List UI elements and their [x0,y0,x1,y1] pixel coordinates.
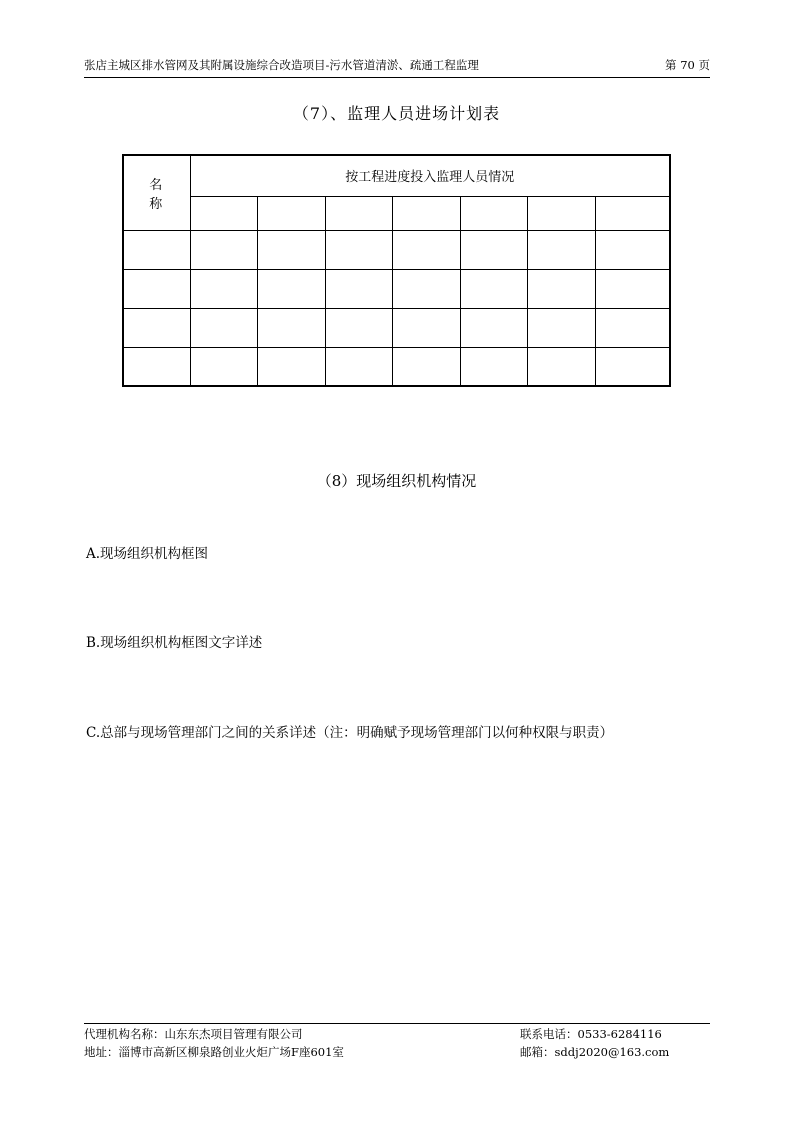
table-cell [392,347,460,386]
table-cell [460,269,527,308]
table-cell [190,347,257,386]
table-cell [392,308,460,347]
table-cell [325,269,392,308]
header-project-title: 张店主城区排水管网及其附属设施综合改造项目-污水管道清淤、疏通工程监理 [84,58,479,72]
sub-column-cell [595,196,670,230]
table-header-row [123,155,670,196]
table-cell [527,308,595,347]
staff-entry-plan-table [122,154,671,387]
table-cell [595,347,670,386]
staffing-header-cell: 按工程进度投入监理人员情况 [190,155,670,196]
table-cell [190,308,257,347]
table-cell [460,230,527,269]
table-cell [257,308,325,347]
table-cell [257,269,325,308]
table-cell [527,230,595,269]
table-row [123,230,670,269]
table-cell [527,269,595,308]
item-b-org-chart-description: B.现场组织机构框图文字详述 [86,635,263,651]
item-c-hq-site-relationship: C.总部与现场管理部门之间的关系详述（注：明确赋予现场管理部门以何种权限与职责） [86,725,614,741]
footer-phone: 联系电话：0533-6284116 [520,1027,662,1041]
sub-column-cell [190,196,257,230]
table-row [123,347,670,386]
table-cell [123,269,190,308]
table-cell [392,230,460,269]
sub-column-cell [392,196,460,230]
table-cell [527,347,595,386]
table-cell [257,230,325,269]
table-cell [190,269,257,308]
table-cell [595,308,670,347]
table-cell [257,347,325,386]
header-page-number: 第 70 页 [665,58,710,72]
footer-address: 地址：淄博市高新区柳泉路创业火炬广场F座601室 [84,1045,344,1059]
sub-column-cell [527,196,595,230]
table-cell [123,308,190,347]
sub-column-cell [460,196,527,230]
table-cell [595,269,670,308]
table-cell [325,230,392,269]
sub-column-cell [257,196,325,230]
table-row [123,308,670,347]
footer-agency-name: 代理机构名称：山东东杰项目管理有限公司 [84,1027,303,1041]
section-7-title: （7）、监理人员进场计划表 [292,104,501,123]
table-cell [123,230,190,269]
table-subheader-row [123,196,670,230]
table-cell [190,230,257,269]
table-cell [325,308,392,347]
table-cell [460,308,527,347]
sub-column-cell [325,196,392,230]
table-cell [595,230,670,269]
table-cell [123,347,190,386]
name-header-cell: 名 称 [123,155,190,230]
table-row [123,269,670,308]
table-cell [460,347,527,386]
page-footer [84,1023,710,1060]
section-8-title: （8）现场组织机构情况 [316,472,477,490]
footer-email: 邮箱：sddj2020@163.com [520,1045,670,1059]
table-cell [392,269,460,308]
page-header [84,55,710,78]
item-a-org-chart: A.现场组织机构框图 [86,546,209,562]
table-cell [325,347,392,386]
